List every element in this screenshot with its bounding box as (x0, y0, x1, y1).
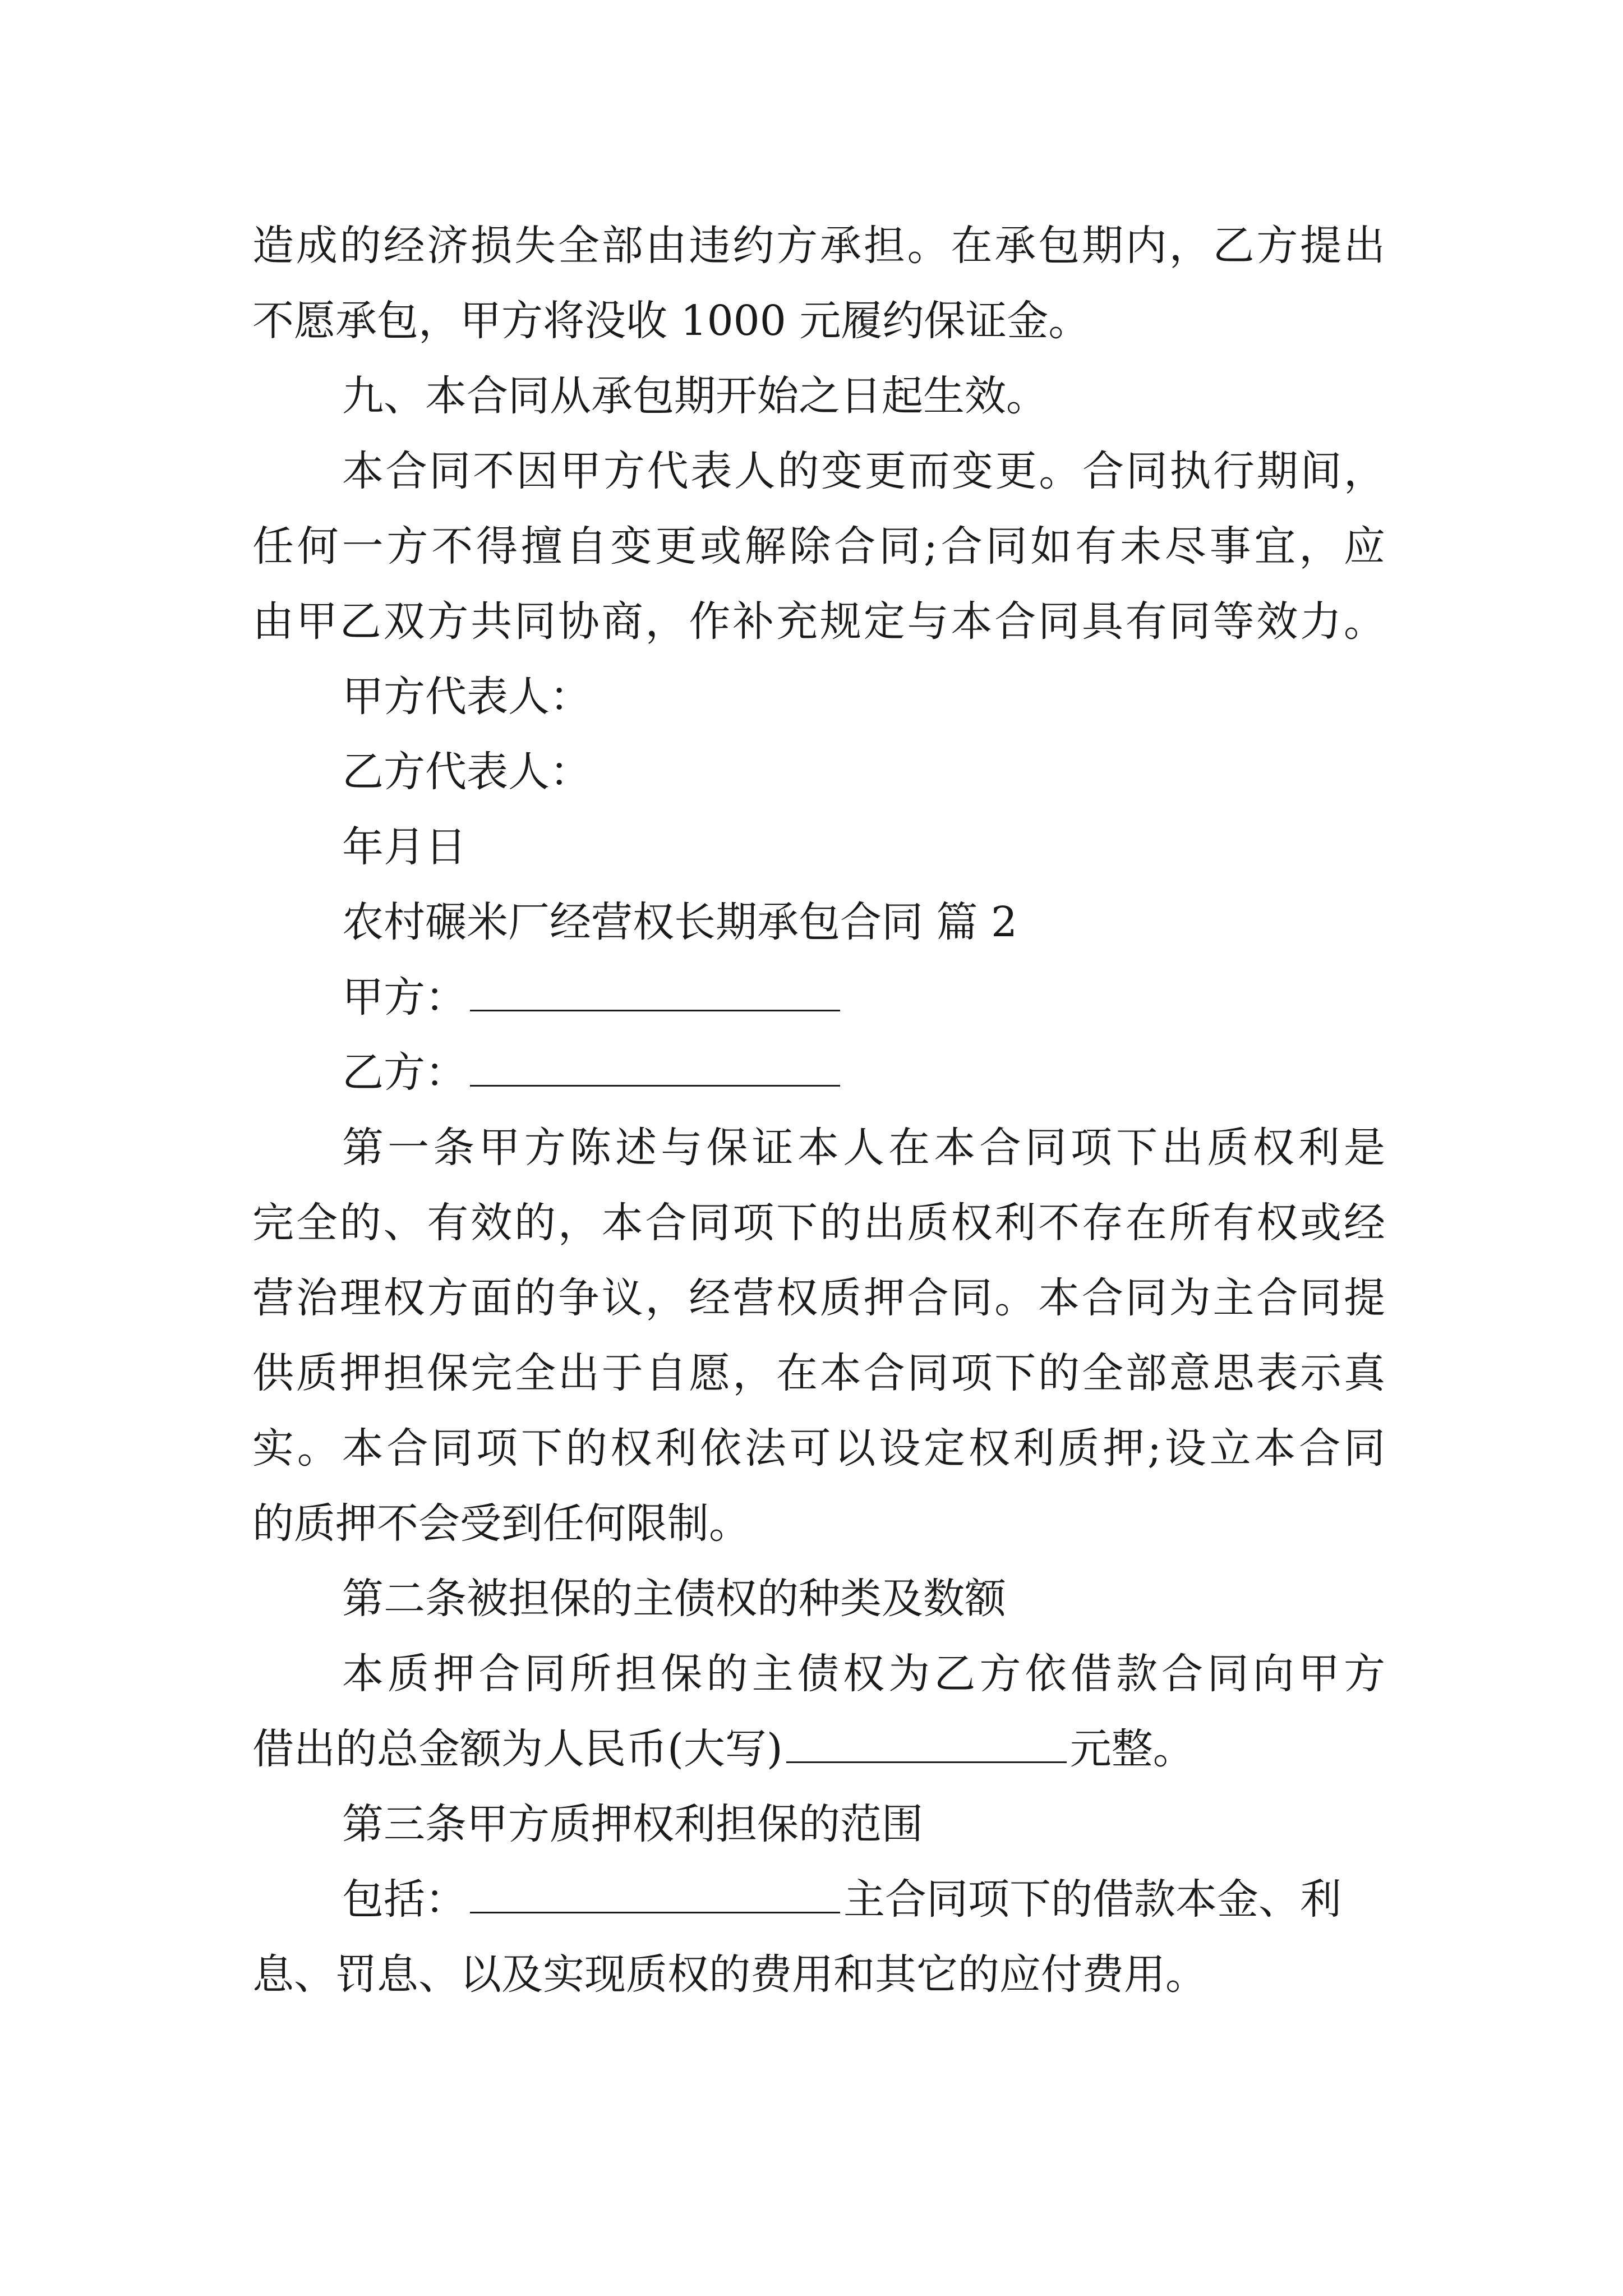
paragraph-line: 息、罚息、以及实现质权的费用和其它的应付费用。 (252, 1950, 1207, 1999)
paragraph-line: 营治理权方面的争议，经营权质押合同。本合同为主合同提 (252, 1274, 1385, 1322)
party-b-label: 乙方： (342, 1048, 467, 1097)
party-b-blank[interactable] (470, 1046, 840, 1087)
party-a-blank[interactable] (470, 970, 840, 1011)
paragraph-line: 第一条甲方陈述与保证本人在本合同项下出质权利是 (342, 1124, 1385, 1172)
paragraph-line: 完全的、有效的，本合同项下的出质权利不存在所有权或经 (252, 1199, 1385, 1247)
amount-label: 借出的总金额为人民币(大写) (252, 1725, 783, 1773)
paragraph-line: 本质押合同所担保的主债权为乙方依借款合同向甲方 (342, 1650, 1385, 1698)
party-a-line (252, 959, 1385, 1036)
party-a-representative: 甲方代表人： (342, 673, 591, 721)
scope-text: 主合同项下的借款本金、利 (843, 1875, 1341, 1924)
paragraph-line: 的质押不会受到任何限制。 (252, 1499, 750, 1548)
amount-blank[interactable] (786, 1722, 1067, 1763)
party-b-representative: 乙方代表人： (342, 748, 591, 796)
scope-line (252, 1861, 1385, 1938)
amount-line (252, 1711, 1385, 1787)
scope-label: 包括： (342, 1875, 467, 1924)
scope-blank[interactable] (470, 1872, 840, 1913)
paragraph-line: 由甲乙双方共同协商，作补充规定与本合同具有同等效力。 (252, 597, 1385, 646)
party-a-label: 甲方： (342, 973, 467, 1022)
party-b-line (252, 1034, 1385, 1111)
paragraph-line: 不愿承包，甲方将没收 1000 元履约保证金。 (252, 297, 1090, 345)
date-line: 年月日 (342, 823, 467, 871)
paragraph-line: 任何一方不得擅自变更或解除合同;合同如有未尽事宜，应 (252, 522, 1385, 570)
article-three-heading: 第三条甲方质押权利担保的范围 (342, 1800, 923, 1848)
paragraph-line: 供质押担保完全出于自愿，在本合同项下的全部意思表示真 (252, 1349, 1385, 1397)
article-two-heading: 第二条被担保的主债权的种类及数额 (342, 1575, 1006, 1623)
amount-suffix: 元整。 (1069, 1725, 1195, 1773)
section-title: 农村碾米厂经营权长期承包合同 篇 2 (342, 898, 1018, 946)
paragraph-line: 造成的经济损失全部由违约方承担。在承包期内，乙方提出 (252, 222, 1385, 270)
clause-nine: 九、本合同从承包期开始之日起生效。 (342, 372, 1048, 420)
paragraph-line: 实。本合同项下的权利依法可以设定权利质押;设立本合同 (252, 1424, 1385, 1473)
paragraph-line: 本合同不因甲方代表人的变更而变更。合同执行期间， (342, 447, 1385, 495)
